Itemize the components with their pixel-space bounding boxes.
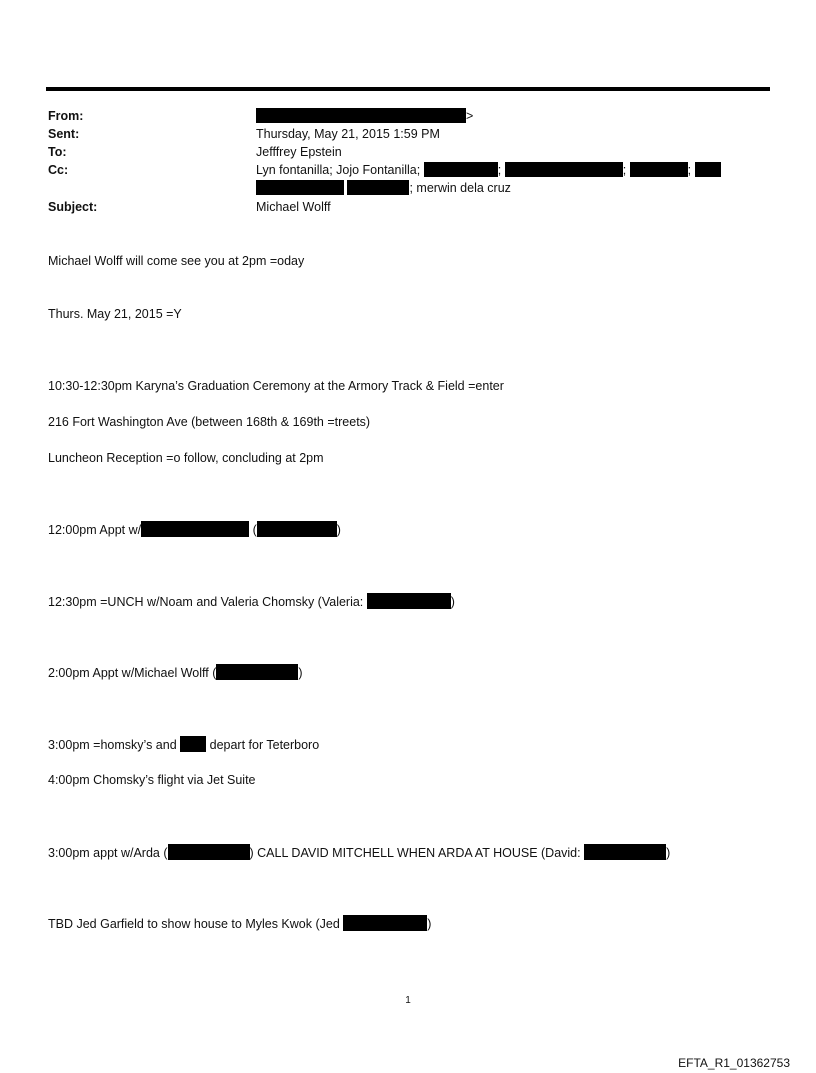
redaction — [695, 162, 721, 177]
redaction — [168, 844, 250, 860]
header-rule — [46, 87, 770, 91]
body-line: 3:00pm appt w/Arda ( ) CALL DAVID MITCHELL WHEN ARDA AT HOUSE (David: ) — [48, 846, 671, 860]
body-line: TBD Jed Garfield to show house to Myles Kwok (Jed ) — [48, 917, 432, 931]
body-line: 12:00pm Appt w/ ( ) — [48, 523, 341, 537]
from-value: > — [256, 107, 473, 125]
body-line: 12:30pm =UNCH w/Noam and Valeria Chomsky (Valeria: ) — [48, 595, 455, 609]
redaction — [180, 736, 206, 752]
redaction — [584, 844, 666, 860]
redaction — [256, 108, 338, 123]
redaction — [141, 521, 249, 537]
redaction — [256, 180, 344, 195]
from-label: From: — [48, 109, 84, 123]
body-line: Michael Wolff will come see you at 2pm =oday — [48, 254, 305, 268]
redaction — [338, 108, 466, 123]
cc-label: Cc: — [48, 163, 69, 177]
to-label: To: — [48, 145, 67, 159]
redaction — [347, 180, 409, 195]
redaction — [367, 593, 451, 609]
body-line: 3:00pm =homsky’s and depart for Teterboro — [48, 738, 320, 752]
redaction — [424, 162, 498, 177]
sent-label: Sent: — [48, 127, 80, 141]
document-id: EFTA_R1_01362753 — [678, 1056, 790, 1070]
body-line: 10:30-12:30pm Karyna’s Graduation Ceremony at the Armory Track & Field =enter — [48, 379, 504, 393]
redaction — [505, 162, 623, 177]
cc-value-cont: ; merwin dela cruz — [256, 179, 511, 197]
body-line: 2:00pm Appt w/Michael Wolff ( ) — [48, 666, 303, 680]
page-number: 1 — [405, 995, 411, 1006]
redaction — [630, 162, 688, 177]
cc-value: Lyn fontanilla; Jojo Fontanilla; ; ; ; — [256, 161, 721, 179]
redaction — [343, 915, 427, 931]
body-line: Luncheon Reception =o follow, concluding at 2pm — [48, 451, 324, 465]
subject-label: Subject: — [48, 200, 98, 214]
redaction — [257, 521, 337, 537]
to-value: Jefffrey Epstein — [256, 145, 342, 159]
body-line: 4:00pm Chomsky’s flight via Jet Suite — [48, 773, 256, 787]
body-line: 216 Fort Washington Ave (between 168th & 169th =treets) — [48, 415, 371, 429]
subject-value: Michael Wolff — [256, 200, 331, 214]
sent-value: Thursday, May 21, 2015 1:59 PM — [256, 127, 440, 141]
redaction — [216, 664, 298, 680]
body-line: Thurs. May 21, 2015 =Y — [48, 307, 182, 321]
